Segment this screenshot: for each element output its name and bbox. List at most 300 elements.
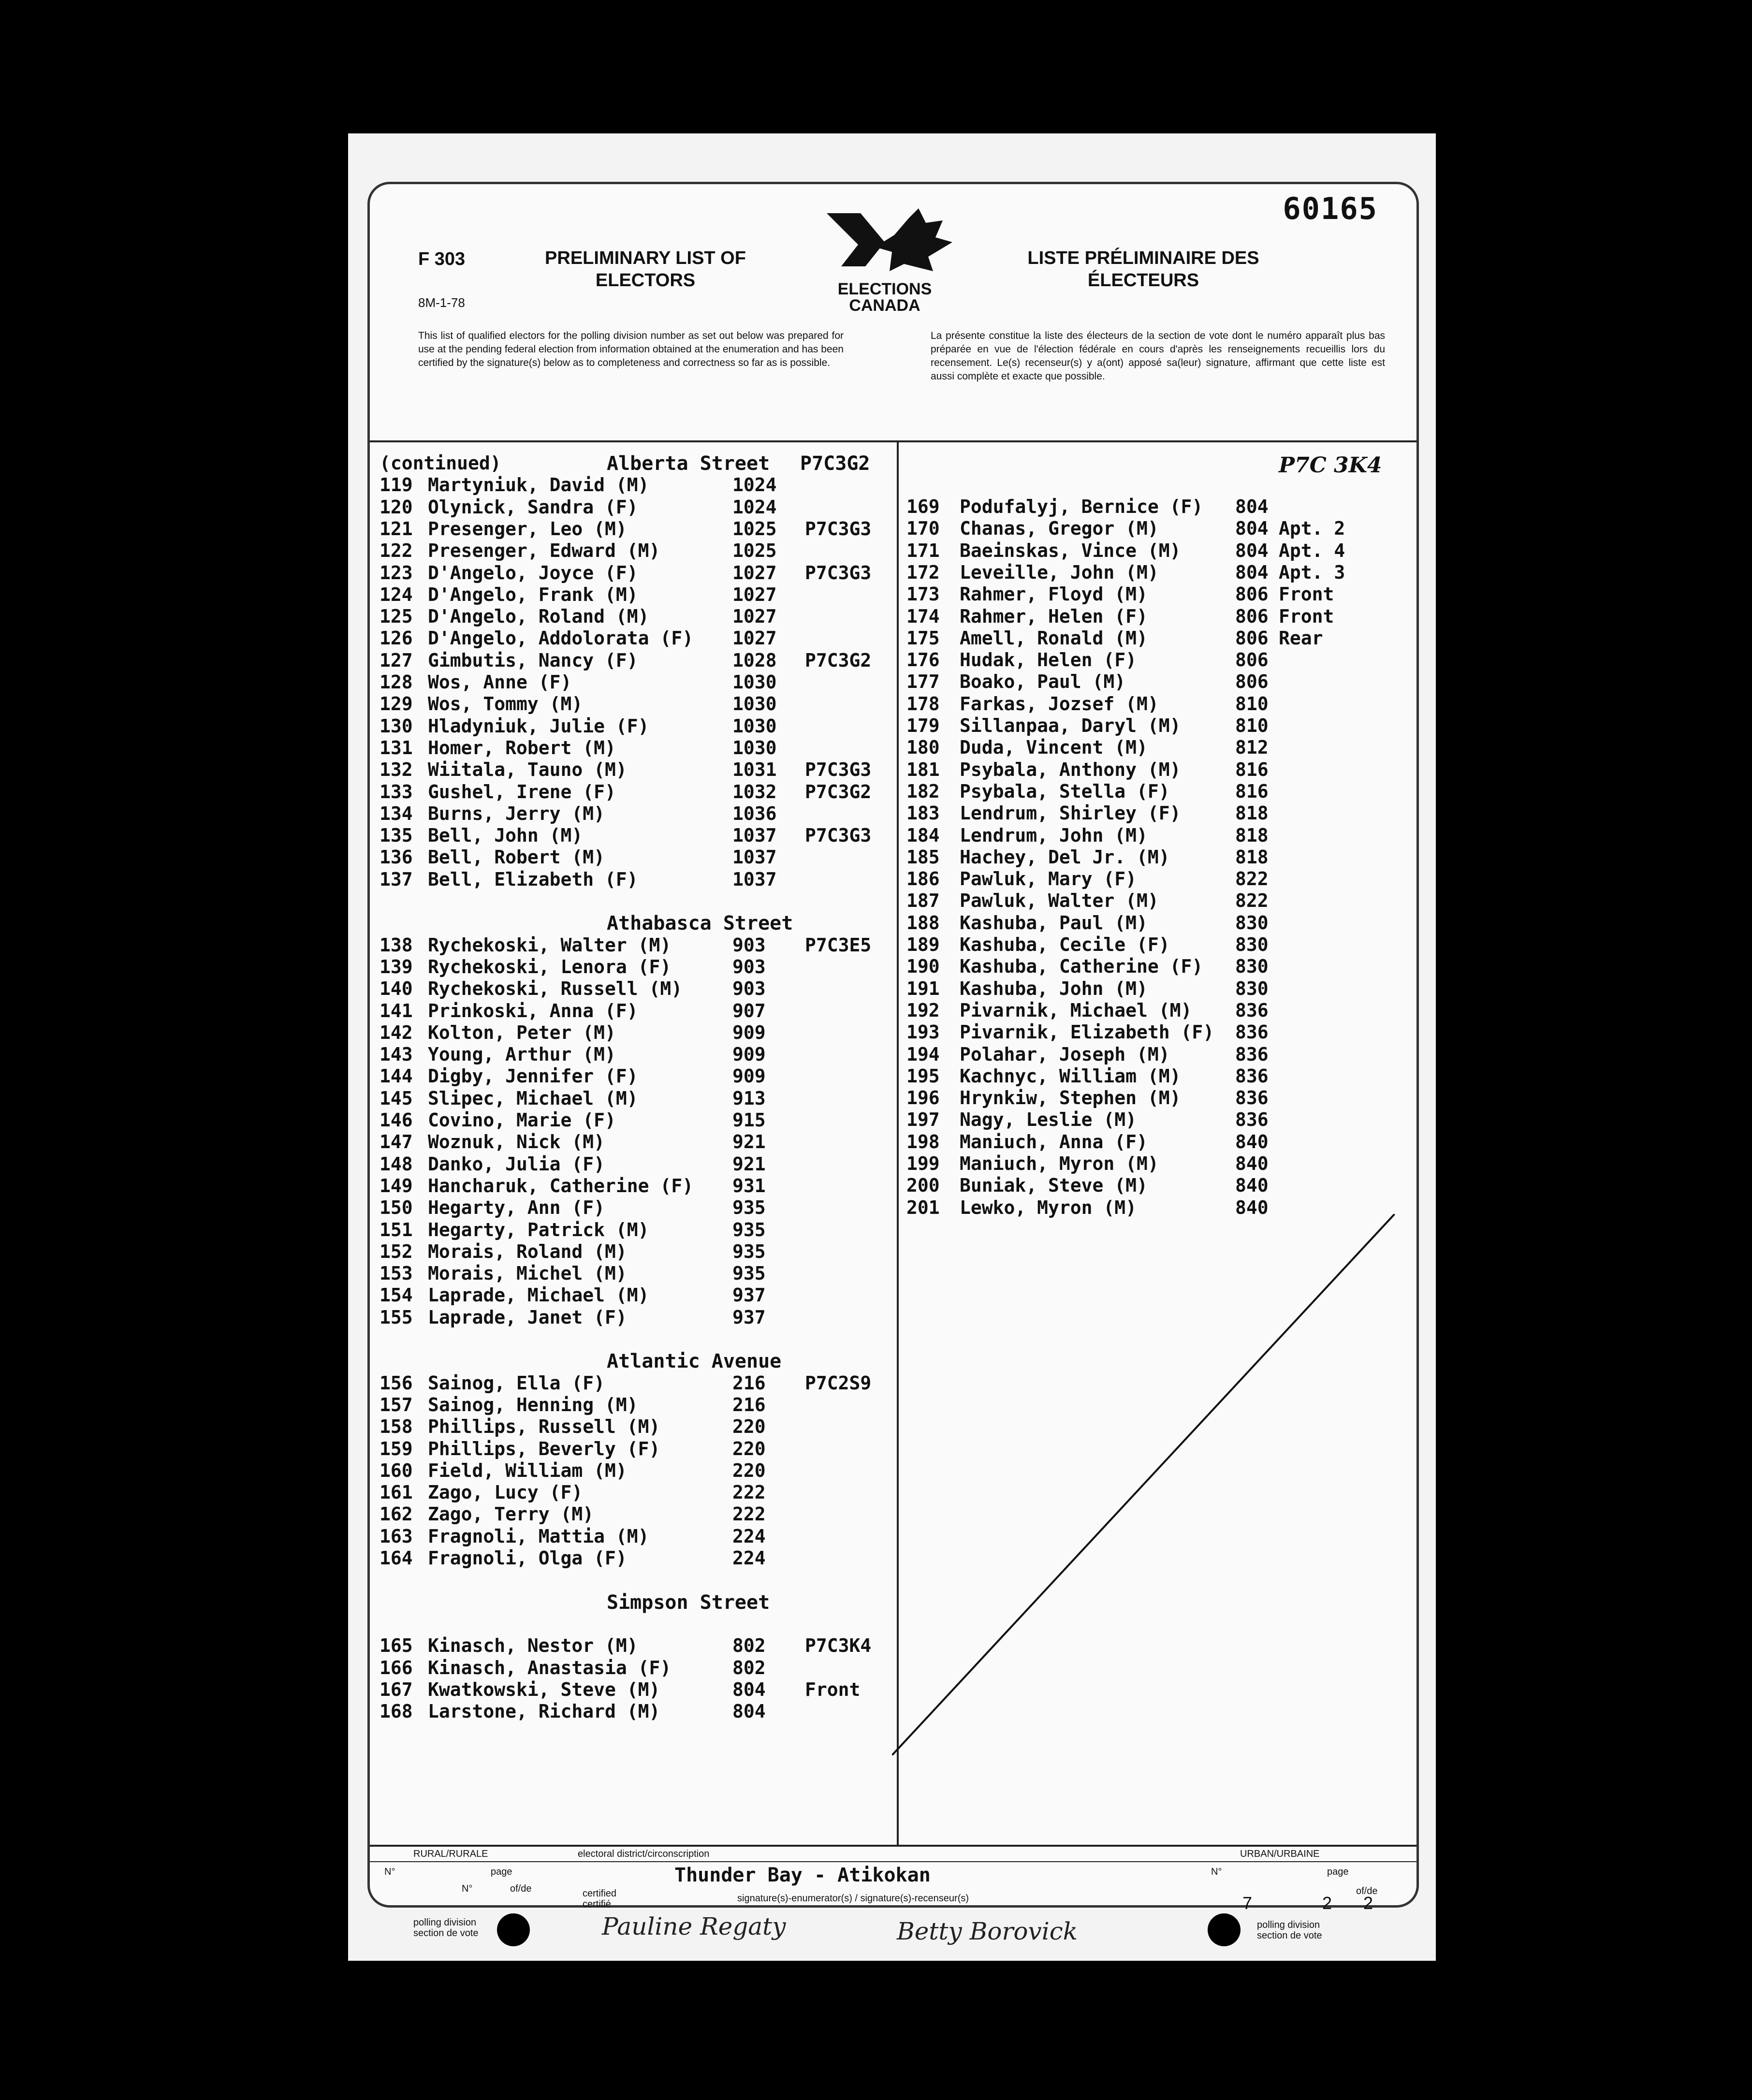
elector-name: Gimbutis, Nancy (F) <box>428 649 638 671</box>
urban-page-label: page <box>1327 1867 1349 1877</box>
elector-no: 127 <box>380 649 413 671</box>
elector-name: Chanas, Gregor (M) <box>960 518 1159 540</box>
street-heading: Alberta Street <box>607 452 770 475</box>
elector-name: Zago, Terry (M) <box>428 1503 594 1525</box>
elector-no: 137 <box>380 868 413 890</box>
elector-addr: 1031 <box>732 759 777 781</box>
polling-division-label-right: polling division section de vote <box>1257 1920 1322 1941</box>
elector-addr: 836 <box>1235 1087 1269 1109</box>
elector-no: 141 <box>380 1000 413 1021</box>
elector-addr: 220 <box>732 1459 766 1481</box>
elector-name: Homer, Robert (M) <box>428 737 616 758</box>
elector-name: Rychekoski, Lenora (F) <box>428 956 672 977</box>
elector-name: Olynick, Sandra (F) <box>428 496 638 518</box>
document-sheet <box>348 133 1436 1961</box>
rural-no-label-2: N° <box>462 1883 473 1894</box>
elector-name: Prinkoski, Anna (F) <box>428 1000 638 1021</box>
elector-name: Presenger, Leo (M) <box>428 518 627 540</box>
elector-name: Fragnoli, Mattia (M) <box>428 1525 649 1547</box>
elector-no: 147 <box>380 1131 413 1153</box>
logo-text <box>807 281 962 314</box>
elector-name: Wos, Tommy (M) <box>428 693 583 715</box>
elector-addr: 1030 <box>732 737 777 758</box>
elector-postal: P7C2S9 <box>805 1372 872 1394</box>
elector-addr: 935 <box>732 1197 766 1219</box>
rural-of-label: of/de <box>510 1883 532 1894</box>
elector-name: Hudak, Helen (F) <box>960 649 1137 671</box>
elector-no: 188 <box>906 912 940 933</box>
elector-no: 139 <box>380 956 413 977</box>
elector-addr: 818 <box>1235 846 1269 868</box>
elector-addr: 921 <box>732 1153 766 1175</box>
elector-addr: 1024 <box>732 496 777 518</box>
elector-addr: 903 <box>732 934 766 956</box>
elector-no: 158 <box>380 1416 413 1438</box>
elector-name: Larstone, Richard (M) <box>428 1701 660 1722</box>
elector-addr: 836 <box>1235 1043 1269 1065</box>
elector-no: 198 <box>906 1131 940 1152</box>
elector-addr: 806 <box>1235 605 1269 627</box>
binder-hole-left <box>497 1913 530 1946</box>
elector-no: 184 <box>906 824 940 846</box>
elector-addr: 830 <box>1235 934 1269 955</box>
elector-no: 135 <box>380 825 413 846</box>
elector-no: 175 <box>906 627 940 649</box>
elector-no: 171 <box>906 540 940 561</box>
void-diagonal-line <box>892 1214 1395 1755</box>
elector-addr: 802 <box>732 1657 766 1678</box>
elector-name: Pawluk, Walter (M) <box>960 890 1159 912</box>
elector-no: 132 <box>380 759 413 781</box>
elector-name: Kashuba, Cecile (F) <box>960 934 1170 955</box>
elector-addr: 810 <box>1235 693 1269 715</box>
elector-postal: P7C3E5 <box>805 934 872 956</box>
elector-addr: 804 <box>1235 496 1269 517</box>
elector-addr: 806 <box>1235 583 1269 605</box>
page-number: 2 <box>1322 1893 1332 1913</box>
elector-no: 157 <box>380 1394 413 1415</box>
elector-name: Laprade, Michael (M) <box>428 1284 649 1306</box>
elector-no: 130 <box>380 715 413 737</box>
elector-name: Danko, Julia (F) <box>428 1153 605 1175</box>
elector-no: 180 <box>906 737 940 758</box>
urban-label: URBAN/URBAINE <box>1240 1849 1320 1859</box>
elector-name: Lendrum, Shirley (F) <box>960 802 1181 824</box>
elector-no: 120 <box>380 496 413 518</box>
elector-name: Leveille, John (M) <box>960 561 1159 583</box>
footer-mid-divider <box>370 1861 1416 1862</box>
elector-no: 124 <box>380 583 413 605</box>
elector-name: Phillips, Russell (M) <box>428 1416 660 1438</box>
elector-no: 196 <box>906 1087 940 1109</box>
elector-no: 166 <box>380 1657 413 1678</box>
elector-addr: 830 <box>1235 956 1269 977</box>
enumerator-signature-2: Betty Borovick <box>897 1917 1078 1945</box>
elector-addr: 836 <box>1235 1065 1269 1087</box>
elector-addr: 909 <box>732 1044 766 1065</box>
enumerator-signature-1: Pauline Regaty <box>602 1912 786 1940</box>
elector-no: 186 <box>906 868 940 890</box>
elector-addr: 1027 <box>732 606 777 627</box>
elector-no: 149 <box>380 1175 413 1196</box>
urban-polling-number: 7 <box>1242 1893 1253 1913</box>
elector-addr: 1028 <box>732 649 777 671</box>
elector-no: 136 <box>380 846 413 868</box>
elector-no: 199 <box>906 1153 940 1174</box>
elector-unit: Apt. 4 <box>1279 540 1345 561</box>
maple-leaf-x-icon <box>807 208 962 281</box>
elector-no: 122 <box>380 540 413 562</box>
elector-name: Presenger, Edward (M) <box>428 540 660 562</box>
elector-addr: 836 <box>1235 999 1269 1021</box>
elector-no: 151 <box>380 1219 413 1240</box>
elector-addr: 915 <box>732 1109 766 1131</box>
elector-name: Bell, Elizabeth (F) <box>428 868 638 890</box>
elector-no: 159 <box>380 1438 413 1459</box>
elector-addr: 937 <box>732 1306 766 1328</box>
elector-addr: 1024 <box>732 474 777 496</box>
elector-no: 194 <box>906 1043 940 1065</box>
elector-name: Morais, Michel (M) <box>428 1263 627 1284</box>
elector-addr: 806 <box>1235 627 1269 649</box>
elector-name: Zago, Lucy (F) <box>428 1482 583 1503</box>
intro-french: La présente constitue la liste des électeurs de la section de vote dont le numéro apparaît plus bas préparée en vue de l'élection fédérale en cours d'après les renseignements recueillis lors du recensement. Le(s) recenseur(s) y a(ont) apposé sa(leur) signature, affirmant que cette liste est aussi complète et exacte que possible. <box>931 330 1385 382</box>
elector-addr: 806 <box>1235 671 1269 693</box>
elector-addr: 220 <box>732 1416 766 1438</box>
street-heading: Atlantic Avenue <box>607 1350 782 1373</box>
elector-no: 145 <box>380 1087 413 1109</box>
elector-addr: 802 <box>732 1635 766 1657</box>
elector-no: 129 <box>380 693 413 715</box>
elector-no: 131 <box>380 737 413 758</box>
elector-no: 187 <box>906 890 940 912</box>
elector-addr: 840 <box>1235 1196 1269 1218</box>
elector-no: 178 <box>906 693 940 715</box>
elector-addr: 220 <box>732 1438 766 1459</box>
elector-no: 183 <box>906 802 940 824</box>
elector-name: Pivarnik, Michael (M) <box>960 999 1192 1021</box>
elector-addr: 909 <box>732 1021 766 1043</box>
elector-no: 176 <box>906 649 940 671</box>
elector-name: D'Angelo, Roland (M) <box>428 606 649 627</box>
elector-no: 123 <box>380 562 413 583</box>
elector-name: Nagy, Leslie (M) <box>960 1109 1137 1131</box>
elector-no: 185 <box>906 846 940 868</box>
elector-no: 179 <box>906 715 940 736</box>
elector-no: 138 <box>380 934 413 956</box>
rural-page-label: page <box>491 1867 512 1877</box>
elector-no: 181 <box>906 758 940 780</box>
elector-name: Burns, Jerry (M) <box>428 802 605 824</box>
elector-no: 160 <box>380 1459 413 1481</box>
elector-name: Covino, Marie (F) <box>428 1109 616 1131</box>
elector-no: 133 <box>380 781 413 802</box>
elector-name: Hrynkiw, Stephen (M) <box>960 1087 1181 1109</box>
elector-addr: 222 <box>732 1503 766 1525</box>
elector-addr: 1030 <box>732 671 777 693</box>
district-label: electoral district/circonscription <box>578 1849 710 1859</box>
elector-no: 155 <box>380 1306 413 1328</box>
elector-name: Sainog, Henning (M) <box>428 1394 638 1415</box>
elector-no: 142 <box>380 1021 413 1043</box>
urban-no-label: N° <box>1211 1867 1222 1877</box>
elector-no: 162 <box>380 1503 413 1525</box>
elector-name: Wiitala, Tauno (M) <box>428 759 627 781</box>
elector-addr: 830 <box>1235 977 1269 999</box>
elector-no: 174 <box>906 605 940 627</box>
polling-division-label: polling division section de vote <box>413 1917 479 1939</box>
elector-addr: 830 <box>1235 912 1269 933</box>
elector-addr: 1030 <box>732 715 777 737</box>
elector-name: Rychekoski, Walter (M) <box>428 934 672 956</box>
elector-name: Phillips, Beverly (F) <box>428 1438 660 1459</box>
elector-addr: 804 <box>1235 540 1269 561</box>
elections-canada-logo <box>807 208 962 320</box>
elector-name: Farkas, Jozsef (M) <box>960 693 1159 715</box>
elector-no: 146 <box>380 1109 413 1131</box>
elector-addr: 1027 <box>732 562 777 583</box>
elector-name: Rahmer, Floyd (M) <box>960 583 1148 605</box>
elector-name: Sillanpaa, Daryl (M) <box>960 715 1181 736</box>
elector-name: Rahmer, Helen (F) <box>960 605 1148 627</box>
elector-name: Psybala, Anthony (M) <box>960 758 1181 780</box>
elector-addr: 1025 <box>732 518 777 540</box>
elector-no: 190 <box>906 956 940 977</box>
elector-name: Sainog, Ella (F) <box>428 1372 605 1394</box>
elector-name: Amell, Ronald (M) <box>960 627 1148 649</box>
certified-label: certified certifié <box>583 1888 617 1910</box>
elector-no: 200 <box>906 1175 940 1196</box>
elector-addr: 921 <box>732 1131 766 1153</box>
title-fr-line2: ÉLECTEURS <box>1087 270 1199 291</box>
elector-unit: Front <box>1279 605 1334 627</box>
elector-unit: Apt. 3 <box>1279 561 1345 583</box>
elector-name: Fragnoli, Olga (F) <box>428 1547 627 1569</box>
elector-addr: 818 <box>1235 802 1269 824</box>
elector-addr: 222 <box>732 1482 766 1503</box>
elector-addr: 937 <box>732 1284 766 1306</box>
serial-number: 60165 <box>1283 191 1378 226</box>
elector-name: Laprade, Janet (F) <box>428 1306 627 1328</box>
title-en-line2: ELECTORS <box>595 270 696 291</box>
elector-no: 153 <box>380 1263 413 1284</box>
title-fr-line1: LISTE PRÉLIMINAIRE DES <box>1027 248 1259 268</box>
elector-addr: 804 <box>732 1678 766 1700</box>
page-total: 2 <box>1363 1893 1373 1913</box>
elector-name: Hegarty, Patrick (M) <box>428 1219 649 1240</box>
elector-postal: P7C3G3 <box>805 825 872 846</box>
elector-addr: 224 <box>732 1547 766 1569</box>
signature-label: signature(s)-enumerator(s) / signature(s)-recenseur(s) <box>737 1893 969 1904</box>
elector-no: 168 <box>380 1701 413 1722</box>
elector-no: 173 <box>906 583 940 605</box>
elector-postal: P7C3G2 <box>805 649 872 671</box>
elector-addr: 1027 <box>732 627 777 649</box>
elector-addr: 1037 <box>732 825 777 846</box>
elector-no: 140 <box>380 978 413 1000</box>
elector-name: Hladyniuk, Julie (F) <box>428 715 649 737</box>
elector-name: Martyniuk, David (M) <box>428 474 649 496</box>
elector-name: Lewko, Myron (M) <box>960 1196 1137 1218</box>
elector-name: Kinasch, Anastasia (F) <box>428 1657 672 1678</box>
handwritten-postal-code: P7C 3K4 <box>1279 453 1382 478</box>
elector-addr: 1030 <box>732 693 777 715</box>
binder-hole-right <box>1208 1913 1241 1946</box>
elector-addr: 822 <box>1235 890 1269 912</box>
elector-name: Pawluk, Mary (F) <box>960 868 1137 890</box>
elector-name: Hachey, Del Jr. (M) <box>960 846 1170 868</box>
elector-no: 144 <box>380 1065 413 1087</box>
elector-no: 161 <box>380 1482 413 1503</box>
elector-no: 154 <box>380 1284 413 1306</box>
elector-addr: 931 <box>732 1175 766 1196</box>
elector-addr: 806 <box>1235 649 1269 671</box>
elector-name: Polahar, Joseph (M) <box>960 1043 1170 1065</box>
elector-addr: 804 <box>732 1701 766 1722</box>
elector-name: Pivarnik, Elizabeth (F) <box>960 1021 1214 1043</box>
elector-no: 152 <box>380 1240 413 1262</box>
elector-postal: P7C3G3 <box>805 562 872 583</box>
elector-name: Psybala, Stella (F) <box>960 780 1170 802</box>
elector-addr: 804 <box>1235 561 1269 583</box>
street-heading: Simpson Street <box>607 1591 770 1614</box>
elector-addr: 907 <box>732 1000 766 1021</box>
elector-unit: Front <box>1279 583 1334 605</box>
elector-no: 192 <box>906 999 940 1021</box>
elector-no: 195 <box>906 1065 940 1087</box>
elector-addr: 1025 <box>732 540 777 562</box>
elector-addr: 836 <box>1235 1109 1269 1131</box>
elector-name: Kolton, Peter (M) <box>428 1021 616 1043</box>
elector-name: Podufalyj, Bernice (F) <box>960 496 1203 517</box>
logo-text-line2: CANADA <box>849 296 920 315</box>
elector-no: 170 <box>906 518 940 540</box>
elector-unit: Apt. 2 <box>1279 518 1345 540</box>
logo-text-line1: ELECTIONS <box>837 280 932 298</box>
elector-no: 164 <box>380 1547 413 1569</box>
elector-addr: 935 <box>732 1240 766 1262</box>
elector-no: 182 <box>906 780 940 802</box>
elector-addr: 903 <box>732 956 766 977</box>
electoral-district: Thunder Bay - Atikokan <box>674 1864 931 1886</box>
form-revision: 8M-1-78 <box>418 295 465 310</box>
elector-postal: P7C3G3 <box>805 759 872 781</box>
elector-name: Kachnyc, William (M) <box>960 1065 1181 1087</box>
elector-postal: P7C3K4 <box>805 1635 872 1657</box>
elector-name: Buniak, Steve (M) <box>960 1175 1148 1196</box>
elector-addr: 1037 <box>732 846 777 868</box>
elector-addr: 836 <box>1235 1021 1269 1043</box>
elector-addr: 804 <box>1235 518 1269 540</box>
elector-name: Duda, Vincent (M) <box>960 737 1148 758</box>
elector-addr: 216 <box>732 1372 766 1394</box>
elector-name: Kinasch, Nestor (M) <box>428 1635 638 1657</box>
elector-addr: 1032 <box>732 781 777 802</box>
elector-name: Morais, Roland (M) <box>428 1240 627 1262</box>
elector-no: 148 <box>380 1153 413 1175</box>
title-english <box>520 247 771 292</box>
elector-no: 167 <box>380 1678 413 1700</box>
title-french <box>1008 247 1279 292</box>
elector-no: 150 <box>380 1197 413 1219</box>
street-heading: Athabasca Street <box>607 912 793 935</box>
elector-no: 177 <box>906 671 940 693</box>
title-en-line1: PRELIMINARY LIST OF <box>545 248 746 268</box>
elector-no: 143 <box>380 1044 413 1065</box>
elector-addr: 840 <box>1235 1131 1269 1152</box>
elector-postal: P7C3G2 <box>805 781 872 802</box>
elector-no: 121 <box>380 518 413 540</box>
rural-label: RURAL/RURALE <box>413 1849 488 1859</box>
elector-addr: 903 <box>732 978 766 1000</box>
elector-addr: 1027 <box>732 583 777 605</box>
form-frame <box>367 182 1419 1945</box>
elector-name: Hancharuk, Catherine (F) <box>428 1175 694 1196</box>
elector-unit: Rear <box>1279 627 1323 649</box>
footer-top-divider <box>370 1845 1416 1847</box>
elector-postal: Front <box>805 1678 861 1700</box>
elector-addr: 810 <box>1235 715 1269 736</box>
elector-no: 172 <box>906 561 940 583</box>
elector-addr: 816 <box>1235 780 1269 802</box>
elector-addr: 935 <box>732 1263 766 1284</box>
elector-addr: 224 <box>732 1525 766 1547</box>
elector-name: Hegarty, Ann (F) <box>428 1197 605 1219</box>
elector-no: 197 <box>906 1109 940 1131</box>
elector-addr: 913 <box>732 1087 766 1109</box>
elector-no: 128 <box>380 671 413 693</box>
form-code: F 303 <box>418 249 466 269</box>
rural-no-label: N° <box>384 1867 395 1877</box>
elector-name: Maniuch, Anna (F) <box>960 1131 1148 1152</box>
elector-no: 169 <box>906 496 940 517</box>
elector-no: 156 <box>380 1372 413 1394</box>
elector-no: 165 <box>380 1635 413 1657</box>
elector-addr: 935 <box>732 1219 766 1240</box>
elector-name: Kashuba, Catherine (F) <box>960 956 1203 977</box>
continued-label: (continued) <box>380 452 501 474</box>
elector-addr: 840 <box>1235 1153 1269 1174</box>
elector-no: 126 <box>380 627 413 649</box>
elector-name: Digby, Jennifer (F) <box>428 1065 638 1087</box>
elector-name: Baeinskas, Vince (M) <box>960 540 1181 561</box>
elector-name: Kashuba, Paul (M) <box>960 912 1148 933</box>
elector-no: 134 <box>380 802 413 824</box>
elector-name: Kashuba, John (M) <box>960 977 1148 999</box>
elector-addr: 822 <box>1235 868 1269 890</box>
elector-addr: 1037 <box>732 868 777 890</box>
urban-of-label: of/de <box>1356 1886 1378 1896</box>
elector-no: 201 <box>906 1196 940 1218</box>
elector-no: 163 <box>380 1525 413 1547</box>
elector-addr: 1036 <box>732 802 777 824</box>
elector-postal: P7C3G3 <box>805 518 872 540</box>
elector-name: Gushel, Irene (F) <box>428 781 616 802</box>
elector-addr: 840 <box>1235 1175 1269 1196</box>
elector-name: D'Angelo, Addolorata (F) <box>428 627 694 649</box>
elector-no: 193 <box>906 1021 940 1043</box>
intro-english: This list of qualified electors for the polling division number as set out below was prepared for use at the pending federal election from information obtained at the enumeration and has been certified by the signature(s) below as to completeness and correctness so far as is possible. <box>418 330 844 368</box>
elector-name: Young, Arthur (M) <box>428 1044 616 1065</box>
elector-name: Wos, Anne (F) <box>428 671 572 693</box>
elector-name: Bell, Robert (M) <box>428 846 605 868</box>
elector-name: D'Angelo, Frank (M) <box>428 583 638 605</box>
elector-no: 191 <box>906 977 940 999</box>
elector-no: 125 <box>380 606 413 627</box>
elector-addr: 216 <box>732 1394 766 1415</box>
elector-addr: 816 <box>1235 758 1269 780</box>
elector-name: Field, William (M) <box>428 1459 627 1481</box>
